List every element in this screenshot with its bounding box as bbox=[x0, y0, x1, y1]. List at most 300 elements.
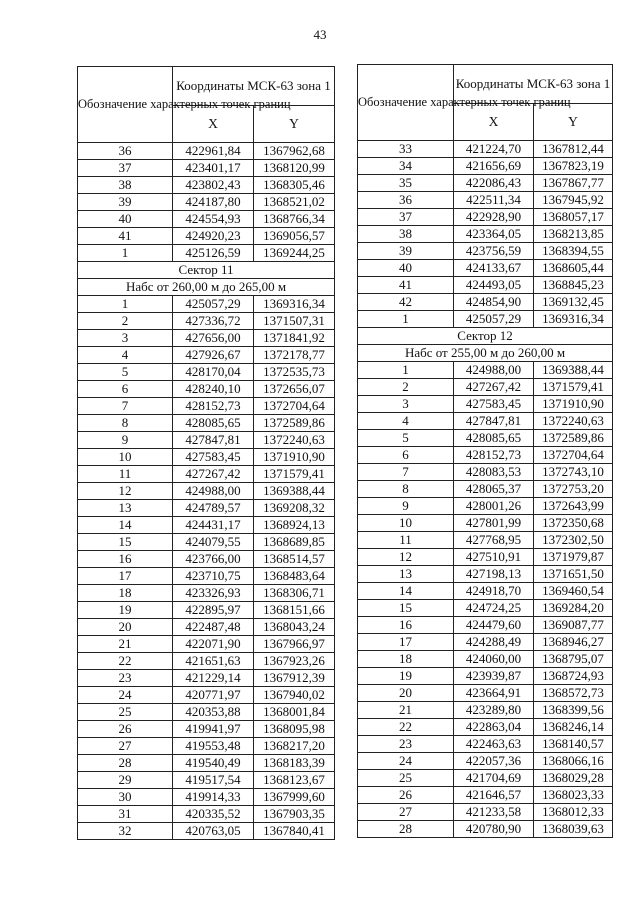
point-number-cell: 2 bbox=[358, 379, 454, 396]
y-coordinate-cell: 1368946,27 bbox=[534, 634, 613, 651]
y-coordinate-cell: 1368399,56 bbox=[534, 702, 613, 719]
x-coordinate-cell: 428240,10 bbox=[173, 381, 254, 398]
x-coordinate-cell: 424133,67 bbox=[454, 260, 534, 277]
point-number-cell: 31 bbox=[78, 806, 173, 823]
table-row bbox=[358, 158, 613, 175]
x-coordinate-cell: 419517,54 bbox=[173, 772, 254, 789]
x-coordinate-cell: 424493,05 bbox=[454, 277, 534, 294]
y-coordinate-cell: 1372743,10 bbox=[534, 464, 613, 481]
x-coordinate-cell: 422928,90 bbox=[454, 209, 534, 226]
section-label: Набс от 260,00 м до 265,00 м bbox=[78, 279, 335, 296]
table-row bbox=[358, 668, 613, 685]
y-coordinate-cell: 1371651,50 bbox=[534, 566, 613, 583]
x-coordinate-cell: 428083,53 bbox=[454, 464, 534, 481]
point-number-cell: 1 bbox=[358, 311, 454, 328]
x-coordinate-cell: 423710,75 bbox=[173, 568, 254, 585]
y-coordinate-cell: 1368001,84 bbox=[254, 704, 335, 721]
x-coordinate-cell: 427926,67 bbox=[173, 347, 254, 364]
table-row bbox=[78, 721, 335, 738]
x-coordinate-cell: 427801,99 bbox=[454, 515, 534, 532]
y-coordinate-cell: 1372643,99 bbox=[534, 498, 613, 515]
x-coordinate-cell: 421704,69 bbox=[454, 770, 534, 787]
x-coordinate-cell: 422057,36 bbox=[454, 753, 534, 770]
point-number-cell: 19 bbox=[358, 668, 454, 685]
table-row bbox=[78, 755, 335, 772]
point-number-cell: 23 bbox=[358, 736, 454, 753]
table-row bbox=[78, 806, 335, 823]
point-number-cell: 22 bbox=[358, 719, 454, 736]
point-number-cell: 14 bbox=[358, 583, 454, 600]
table-row bbox=[358, 141, 613, 158]
coordinates-header: Координаты МСК-63 зона 1 bbox=[454, 65, 613, 104]
point-number-cell: 1 bbox=[78, 245, 173, 262]
point-number-cell: 5 bbox=[358, 430, 454, 447]
table-body-left bbox=[78, 143, 335, 840]
y-coordinate-cell: 1369056,57 bbox=[254, 228, 335, 245]
x-coordinate-cell: 428152,73 bbox=[173, 398, 254, 415]
y-coordinate-cell: 1368514,57 bbox=[254, 551, 335, 568]
y-column-header: Y bbox=[254, 106, 335, 143]
table-row bbox=[358, 175, 613, 192]
table-row bbox=[358, 685, 613, 702]
y-coordinate-cell: 1372589,86 bbox=[534, 430, 613, 447]
table-row bbox=[358, 464, 613, 481]
table-row bbox=[78, 670, 335, 687]
y-coordinate-cell: 1369087,77 bbox=[534, 617, 613, 634]
point-number-cell: 38 bbox=[78, 177, 173, 194]
point-number-cell: 12 bbox=[78, 483, 173, 500]
point-number-cell: 6 bbox=[358, 447, 454, 464]
point-number-cell: 7 bbox=[78, 398, 173, 415]
point-number-cell: 36 bbox=[358, 192, 454, 209]
point-number-cell: 8 bbox=[78, 415, 173, 432]
x-coordinate-cell: 428065,37 bbox=[454, 481, 534, 498]
point-number-cell: 28 bbox=[78, 755, 173, 772]
point-number-cell: 26 bbox=[358, 787, 454, 804]
y-coordinate-cell: 1368766,34 bbox=[254, 211, 335, 228]
table-row bbox=[78, 738, 335, 755]
y-coordinate-cell: 1372589,86 bbox=[254, 415, 335, 432]
point-number-cell: 12 bbox=[358, 549, 454, 566]
table-row bbox=[78, 534, 335, 551]
section-row bbox=[78, 262, 335, 279]
table-row bbox=[358, 787, 613, 804]
y-coordinate-cell: 1367999,60 bbox=[254, 789, 335, 806]
point-number-cell: 34 bbox=[358, 158, 454, 175]
x-coordinate-cell: 428001,26 bbox=[454, 498, 534, 515]
table-row bbox=[358, 498, 613, 515]
x-coordinate-cell: 427768,95 bbox=[454, 532, 534, 549]
table-row bbox=[358, 311, 613, 328]
table-row bbox=[78, 415, 335, 432]
y-coordinate-cell: 1371507,31 bbox=[254, 313, 335, 330]
x-coordinate-cell: 422895,97 bbox=[173, 602, 254, 619]
y-coordinate-cell: 1369388,44 bbox=[534, 362, 613, 379]
table-row bbox=[358, 821, 613, 838]
point-number-cell: 15 bbox=[358, 600, 454, 617]
y-coordinate-cell: 1367867,77 bbox=[534, 175, 613, 192]
point-number-cell: 1 bbox=[78, 296, 173, 313]
table-row bbox=[78, 636, 335, 653]
y-coordinate-cell: 1372350,68 bbox=[534, 515, 613, 532]
x-coordinate-cell: 422086,43 bbox=[454, 175, 534, 192]
point-number-cell: 42 bbox=[358, 294, 454, 311]
point-number-cell: 4 bbox=[358, 413, 454, 430]
y-coordinate-cell: 1372704,64 bbox=[534, 447, 613, 464]
point-number-cell: 40 bbox=[358, 260, 454, 277]
table-row bbox=[78, 398, 335, 415]
y-coordinate-cell: 1367840,41 bbox=[254, 823, 335, 840]
section-row bbox=[358, 345, 613, 362]
table-row bbox=[358, 651, 613, 668]
table-row bbox=[78, 313, 335, 330]
y-coordinate-cell: 1372302,50 bbox=[534, 532, 613, 549]
table-row bbox=[78, 619, 335, 636]
point-number-cell: 35 bbox=[358, 175, 454, 192]
x-coordinate-cell: 423289,80 bbox=[454, 702, 534, 719]
x-coordinate-cell: 424920,23 bbox=[173, 228, 254, 245]
table-row bbox=[358, 447, 613, 464]
point-number-cell: 26 bbox=[78, 721, 173, 738]
page-number: 43 bbox=[313, 27, 327, 42]
table-row bbox=[78, 653, 335, 670]
y-coordinate-cell: 1369316,34 bbox=[254, 296, 335, 313]
table-row bbox=[78, 568, 335, 585]
x-coordinate-cell: 419540,49 bbox=[173, 755, 254, 772]
table-row bbox=[78, 194, 335, 211]
y-column-header: Y bbox=[534, 104, 613, 141]
table-row bbox=[78, 687, 335, 704]
y-coordinate-cell: 1368305,46 bbox=[254, 177, 335, 194]
y-coordinate-cell: 1369244,25 bbox=[254, 245, 335, 262]
y-coordinate-cell: 1367903,35 bbox=[254, 806, 335, 823]
y-coordinate-cell: 1368795,07 bbox=[534, 651, 613, 668]
table-row bbox=[358, 634, 613, 651]
point-number-cell: 3 bbox=[358, 396, 454, 413]
y-coordinate-cell: 1372535,73 bbox=[254, 364, 335, 381]
point-number-cell: 18 bbox=[78, 585, 173, 602]
y-coordinate-cell: 1369460,54 bbox=[534, 583, 613, 600]
table-row bbox=[78, 704, 335, 721]
point-designation-header: Обозначение характерных точек границ bbox=[358, 65, 454, 141]
y-coordinate-cell: 1368120,99 bbox=[254, 160, 335, 177]
point-number-cell: 22 bbox=[78, 653, 173, 670]
table-row bbox=[78, 245, 335, 262]
point-number-cell: 39 bbox=[78, 194, 173, 211]
y-coordinate-cell: 1368039,63 bbox=[534, 821, 613, 838]
point-number-cell: 10 bbox=[78, 449, 173, 466]
x-coordinate-cell: 421229,14 bbox=[173, 670, 254, 687]
x-coordinate-cell: 424789,57 bbox=[173, 500, 254, 517]
x-coordinate-cell: 424079,55 bbox=[173, 534, 254, 551]
y-coordinate-cell: 1371910,90 bbox=[254, 449, 335, 466]
y-coordinate-cell: 1368217,20 bbox=[254, 738, 335, 755]
x-coordinate-cell: 424988,00 bbox=[454, 362, 534, 379]
table-row bbox=[358, 804, 613, 821]
y-coordinate-cell: 1368029,28 bbox=[534, 770, 613, 787]
table-row bbox=[78, 347, 335, 364]
y-coordinate-cell: 1369388,44 bbox=[254, 483, 335, 500]
x-coordinate-cell: 421646,57 bbox=[454, 787, 534, 804]
x-coordinate-cell: 427847,81 bbox=[173, 432, 254, 449]
y-coordinate-cell: 1367812,44 bbox=[534, 141, 613, 158]
point-number-cell: 19 bbox=[78, 602, 173, 619]
y-coordinate-cell: 1367940,02 bbox=[254, 687, 335, 704]
x-coordinate-cell: 427336,72 bbox=[173, 313, 254, 330]
table-row bbox=[358, 753, 613, 770]
x-coordinate-cell: 425057,29 bbox=[454, 311, 534, 328]
point-number-cell: 40 bbox=[78, 211, 173, 228]
x-coordinate-cell: 423766,00 bbox=[173, 551, 254, 568]
table-row bbox=[358, 209, 613, 226]
table-row bbox=[358, 515, 613, 532]
point-number-cell: 17 bbox=[358, 634, 454, 651]
x-coordinate-cell: 422463,63 bbox=[454, 736, 534, 753]
table-row bbox=[358, 549, 613, 566]
x-coordinate-cell: 419553,48 bbox=[173, 738, 254, 755]
x-coordinate-cell: 420335,52 bbox=[173, 806, 254, 823]
x-coordinate-cell: 423364,05 bbox=[454, 226, 534, 243]
y-coordinate-cell: 1368012,33 bbox=[534, 804, 613, 821]
y-coordinate-cell: 1367962,68 bbox=[254, 143, 335, 160]
y-coordinate-cell: 1368066,16 bbox=[534, 753, 613, 770]
x-coordinate-cell: 428085,65 bbox=[454, 430, 534, 447]
x-coordinate-cell: 422863,04 bbox=[454, 719, 534, 736]
table-row bbox=[358, 702, 613, 719]
point-number-cell: 3 bbox=[78, 330, 173, 347]
table-row bbox=[78, 500, 335, 517]
point-number-cell: 16 bbox=[358, 617, 454, 634]
point-number-cell: 2 bbox=[78, 313, 173, 330]
point-number-cell: 5 bbox=[78, 364, 173, 381]
y-coordinate-cell: 1372753,20 bbox=[534, 481, 613, 498]
table-row bbox=[358, 719, 613, 736]
y-coordinate-cell: 1368057,17 bbox=[534, 209, 613, 226]
table-row bbox=[78, 228, 335, 245]
table-row bbox=[78, 449, 335, 466]
table-row bbox=[358, 192, 613, 209]
point-number-cell: 13 bbox=[358, 566, 454, 583]
section-label: Сектор 11 bbox=[78, 262, 335, 279]
point-number-cell: 11 bbox=[358, 532, 454, 549]
x-coordinate-cell: 422961,84 bbox=[173, 143, 254, 160]
y-coordinate-cell: 1368183,39 bbox=[254, 755, 335, 772]
point-number-cell: 10 bbox=[358, 515, 454, 532]
x-coordinate-cell: 421233,58 bbox=[454, 804, 534, 821]
y-coordinate-cell: 1368306,71 bbox=[254, 585, 335, 602]
x-coordinate-cell: 424431,17 bbox=[173, 517, 254, 534]
point-number-cell: 41 bbox=[358, 277, 454, 294]
table-row bbox=[78, 483, 335, 500]
x-coordinate-cell: 427510,91 bbox=[454, 549, 534, 566]
table-row bbox=[78, 432, 335, 449]
x-coordinate-cell: 427198,13 bbox=[454, 566, 534, 583]
table-row bbox=[78, 160, 335, 177]
point-number-cell: 7 bbox=[358, 464, 454, 481]
table-row bbox=[78, 211, 335, 228]
x-coordinate-cell: 422487,48 bbox=[173, 619, 254, 636]
x-coordinate-cell: 424724,25 bbox=[454, 600, 534, 617]
table-row bbox=[78, 330, 335, 347]
point-number-cell: 15 bbox=[78, 534, 173, 551]
table-row bbox=[358, 430, 613, 447]
coordinates-header: Координаты МСК-63 зона 1 bbox=[173, 67, 335, 106]
table-row bbox=[358, 379, 613, 396]
point-number-cell: 28 bbox=[358, 821, 454, 838]
y-coordinate-cell: 1369284,20 bbox=[534, 600, 613, 617]
table-row bbox=[358, 226, 613, 243]
point-number-cell: 29 bbox=[78, 772, 173, 789]
y-coordinate-cell: 1372240,63 bbox=[534, 413, 613, 430]
table-row bbox=[358, 600, 613, 617]
point-number-cell: 32 bbox=[78, 823, 173, 840]
table-row bbox=[358, 583, 613, 600]
point-number-cell: 24 bbox=[358, 753, 454, 770]
y-coordinate-cell: 1368689,85 bbox=[254, 534, 335, 551]
x-coordinate-cell: 427267,42 bbox=[173, 466, 254, 483]
point-number-cell: 24 bbox=[78, 687, 173, 704]
y-coordinate-cell: 1372178,77 bbox=[254, 347, 335, 364]
x-column-header: X bbox=[454, 104, 534, 141]
y-coordinate-cell: 1367823,19 bbox=[534, 158, 613, 175]
y-coordinate-cell: 1368521,02 bbox=[254, 194, 335, 211]
table-row bbox=[358, 294, 613, 311]
x-coordinate-cell: 423802,43 bbox=[173, 177, 254, 194]
table-row bbox=[78, 177, 335, 194]
table-row bbox=[78, 789, 335, 806]
y-coordinate-cell: 1367945,92 bbox=[534, 192, 613, 209]
point-designation-header: Обозначение характерных точек границ bbox=[78, 67, 173, 143]
point-number-cell: 17 bbox=[78, 568, 173, 585]
point-number-cell: 20 bbox=[358, 685, 454, 702]
x-coordinate-cell: 425126,59 bbox=[173, 245, 254, 262]
point-number-cell: 38 bbox=[358, 226, 454, 243]
point-number-cell: 18 bbox=[358, 651, 454, 668]
x-coordinate-cell: 424187,80 bbox=[173, 194, 254, 211]
x-coordinate-cell: 421651,63 bbox=[173, 653, 254, 670]
x-coordinate-cell: 420771,97 bbox=[173, 687, 254, 704]
point-number-cell: 33 bbox=[358, 141, 454, 158]
section-row bbox=[358, 328, 613, 345]
x-coordinate-cell: 427583,45 bbox=[454, 396, 534, 413]
x-coordinate-cell: 424554,93 bbox=[173, 211, 254, 228]
x-coordinate-cell: 419914,33 bbox=[173, 789, 254, 806]
x-coordinate-cell: 424060,00 bbox=[454, 651, 534, 668]
point-number-cell: 36 bbox=[78, 143, 173, 160]
point-number-cell: 16 bbox=[78, 551, 173, 568]
x-coordinate-cell: 428085,65 bbox=[173, 415, 254, 432]
point-number-cell: 25 bbox=[78, 704, 173, 721]
table-row bbox=[358, 277, 613, 294]
x-coordinate-cell: 424988,00 bbox=[173, 483, 254, 500]
table-row bbox=[78, 143, 335, 160]
x-coordinate-cell: 427847,81 bbox=[454, 413, 534, 430]
point-number-cell: 30 bbox=[78, 789, 173, 806]
y-coordinate-cell: 1372704,64 bbox=[254, 398, 335, 415]
section-row bbox=[78, 279, 335, 296]
y-coordinate-cell: 1368043,24 bbox=[254, 619, 335, 636]
point-number-cell: 14 bbox=[78, 517, 173, 534]
y-coordinate-cell: 1367966,97 bbox=[254, 636, 335, 653]
y-coordinate-cell: 1369208,32 bbox=[254, 500, 335, 517]
point-number-cell: 27 bbox=[78, 738, 173, 755]
table-row bbox=[358, 260, 613, 277]
table-row bbox=[358, 413, 613, 430]
table-row bbox=[78, 551, 335, 568]
x-coordinate-cell: 423401,17 bbox=[173, 160, 254, 177]
x-coordinate-cell: 427267,42 bbox=[454, 379, 534, 396]
point-number-cell: 21 bbox=[358, 702, 454, 719]
y-coordinate-cell: 1368572,73 bbox=[534, 685, 613, 702]
table-row bbox=[78, 772, 335, 789]
point-number-cell: 6 bbox=[78, 381, 173, 398]
table-row bbox=[358, 617, 613, 634]
point-number-cell: 9 bbox=[358, 498, 454, 515]
table-row bbox=[78, 823, 335, 840]
x-coordinate-cell: 428152,73 bbox=[454, 447, 534, 464]
y-coordinate-cell: 1371579,41 bbox=[254, 466, 335, 483]
point-number-cell: 9 bbox=[78, 432, 173, 449]
y-coordinate-cell: 1371579,41 bbox=[534, 379, 613, 396]
y-coordinate-cell: 1368095,98 bbox=[254, 721, 335, 738]
x-coordinate-cell: 419941,97 bbox=[173, 721, 254, 738]
point-number-cell: 13 bbox=[78, 500, 173, 517]
y-coordinate-cell: 1368845,23 bbox=[534, 277, 613, 294]
y-coordinate-cell: 1368246,14 bbox=[534, 719, 613, 736]
y-coordinate-cell: 1367912,39 bbox=[254, 670, 335, 687]
y-coordinate-cell: 1367923,26 bbox=[254, 653, 335, 670]
y-coordinate-cell: 1368140,57 bbox=[534, 736, 613, 753]
point-number-cell: 8 bbox=[358, 481, 454, 498]
table-row bbox=[358, 396, 613, 413]
point-number-cell: 41 bbox=[78, 228, 173, 245]
coordinates-table-left bbox=[77, 66, 335, 840]
y-coordinate-cell: 1368605,44 bbox=[534, 260, 613, 277]
table-row bbox=[78, 381, 335, 398]
table-row bbox=[78, 296, 335, 313]
y-coordinate-cell: 1368151,66 bbox=[254, 602, 335, 619]
x-coordinate-cell: 425057,29 bbox=[173, 296, 254, 313]
point-number-cell: 23 bbox=[78, 670, 173, 687]
x-coordinate-cell: 421656,69 bbox=[454, 158, 534, 175]
table-row bbox=[78, 517, 335, 534]
y-coordinate-cell: 1372656,07 bbox=[254, 381, 335, 398]
point-number-cell: 4 bbox=[78, 347, 173, 364]
table-row bbox=[78, 585, 335, 602]
table-row bbox=[358, 770, 613, 787]
x-coordinate-cell: 420780,90 bbox=[454, 821, 534, 838]
table-row bbox=[358, 532, 613, 549]
point-number-cell: 39 bbox=[358, 243, 454, 260]
coordinates-table-right bbox=[357, 64, 613, 838]
x-coordinate-cell: 421224,70 bbox=[454, 141, 534, 158]
y-coordinate-cell: 1371979,87 bbox=[534, 549, 613, 566]
table-row bbox=[78, 602, 335, 619]
y-coordinate-cell: 1369132,45 bbox=[534, 294, 613, 311]
point-number-cell: 37 bbox=[358, 209, 454, 226]
x-coordinate-cell: 420763,05 bbox=[173, 823, 254, 840]
x-coordinate-cell: 424288,49 bbox=[454, 634, 534, 651]
x-coordinate-cell: 427583,45 bbox=[173, 449, 254, 466]
x-coordinate-cell: 427656,00 bbox=[173, 330, 254, 347]
x-coordinate-cell: 422071,90 bbox=[173, 636, 254, 653]
x-coordinate-cell: 423664,91 bbox=[454, 685, 534, 702]
x-coordinate-cell: 424854,90 bbox=[454, 294, 534, 311]
x-coordinate-cell: 424918,70 bbox=[454, 583, 534, 600]
x-coordinate-cell: 423756,59 bbox=[454, 243, 534, 260]
y-coordinate-cell: 1368394,55 bbox=[534, 243, 613, 260]
x-coordinate-cell: 423326,93 bbox=[173, 585, 254, 602]
